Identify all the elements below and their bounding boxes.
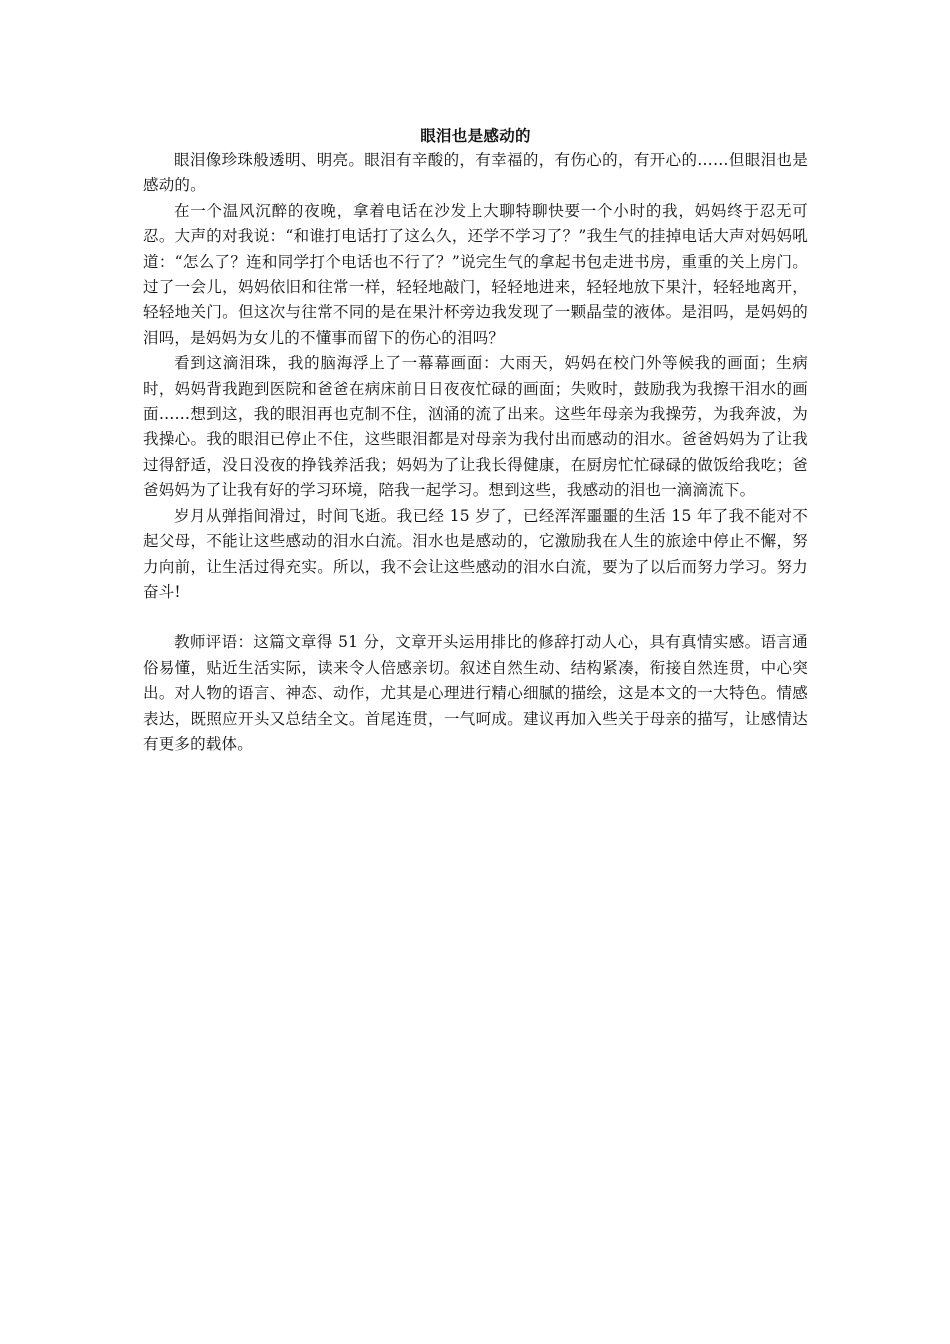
document-body [143,124,808,757]
teacher-comment: 教师评语：这篇文章得 51 分，文章开头运用排比的修辞打动人心，具有真情实感。语言通俗易懂，贴近生活实际，读来令人倍感亲切。叙述自然生动、结构紧凑，衔接自然连贯，中心突出。对人物的语言、神态、动作，尤其是心理进行精心细腻的描绘，这是本文的一大特色。情感表达，既照应开头又总结全文。首尾连贯，一气呵成。建议再加入些关于母亲的描写，让感情达有更多的载体。 [143,633,808,753]
document-title: 眼泪也是感动的 [420,126,531,145]
paragraph: 眼泪像珍珠般透明、明亮。眼泪有辛酸的，有幸福的，有伤心的，有开心的……但眼泪也是感动的。 [143,151,808,195]
blank-line [143,605,808,630]
paragraph: 看到这滴泪珠，我的脑海浮上了一幕幕画面：大雨天，妈妈在校门外等候我的画面；生病时，妈妈背我跑到医院和爸爸在病床前日日夜夜忙碌的画面；失败时，鼓励我为我擦干泪水的画面……想到这，我的眼泪再也克制不住，汹涌的流了出来。这些年母亲为我操劳，为我奔波，为我操心。我的眼泪已停止不住，这些眼泪都是对母亲为我付出而感动的泪水。爸爸妈妈为了让我过得舒适，没日没夜的挣钱养活我；妈妈为了让我长得健康，在厨房忙忙碌碌的做饭给我吃；爸爸妈妈为了让我有好的学习环境，陪我一起学习。想到这些，我感动的泪也一滴滴流下。 [143,354,808,500]
paragraph: 岁月从弹指间滑过，时间飞逝。我已经 15 岁了，已经浑浑噩噩的生活 15 年了我不能对不起父母，不能让这些感动的泪水白流。泪水也是感动的，它激励我在人生的旅途中停止不懈，努力向前，让生活过得充实。所以，我不会让这些感动的泪水白流，要为了以后而努力学习。努力奋斗! [143,506,808,601]
paragraph: 在一个温风沉醉的夜晚，拿着电话在沙发上大聊特聊快要一个小时的我，妈妈终于忍无可忍。大声的对我说：“和谁打电话打了这么久，还学不学习了？”我生气的挂掉电话大声对妈妈吼道：“怎么了？连和同学打个电话也不行了？”说完生气的拿起书包走进书房，重重的关上房门。过了一会儿，妈妈依旧和往常一样，轻轻地敲门，轻轻地进来，轻轻地放下果汁，轻轻地离开，轻轻地关门。但这次与往常不同的是在果汁杯旁边我发现了一颗晶莹的液体。是泪吗，是妈妈的泪吗，是妈妈为女儿的不懂事而留下的伤心的泪吗？ [143,201,808,347]
